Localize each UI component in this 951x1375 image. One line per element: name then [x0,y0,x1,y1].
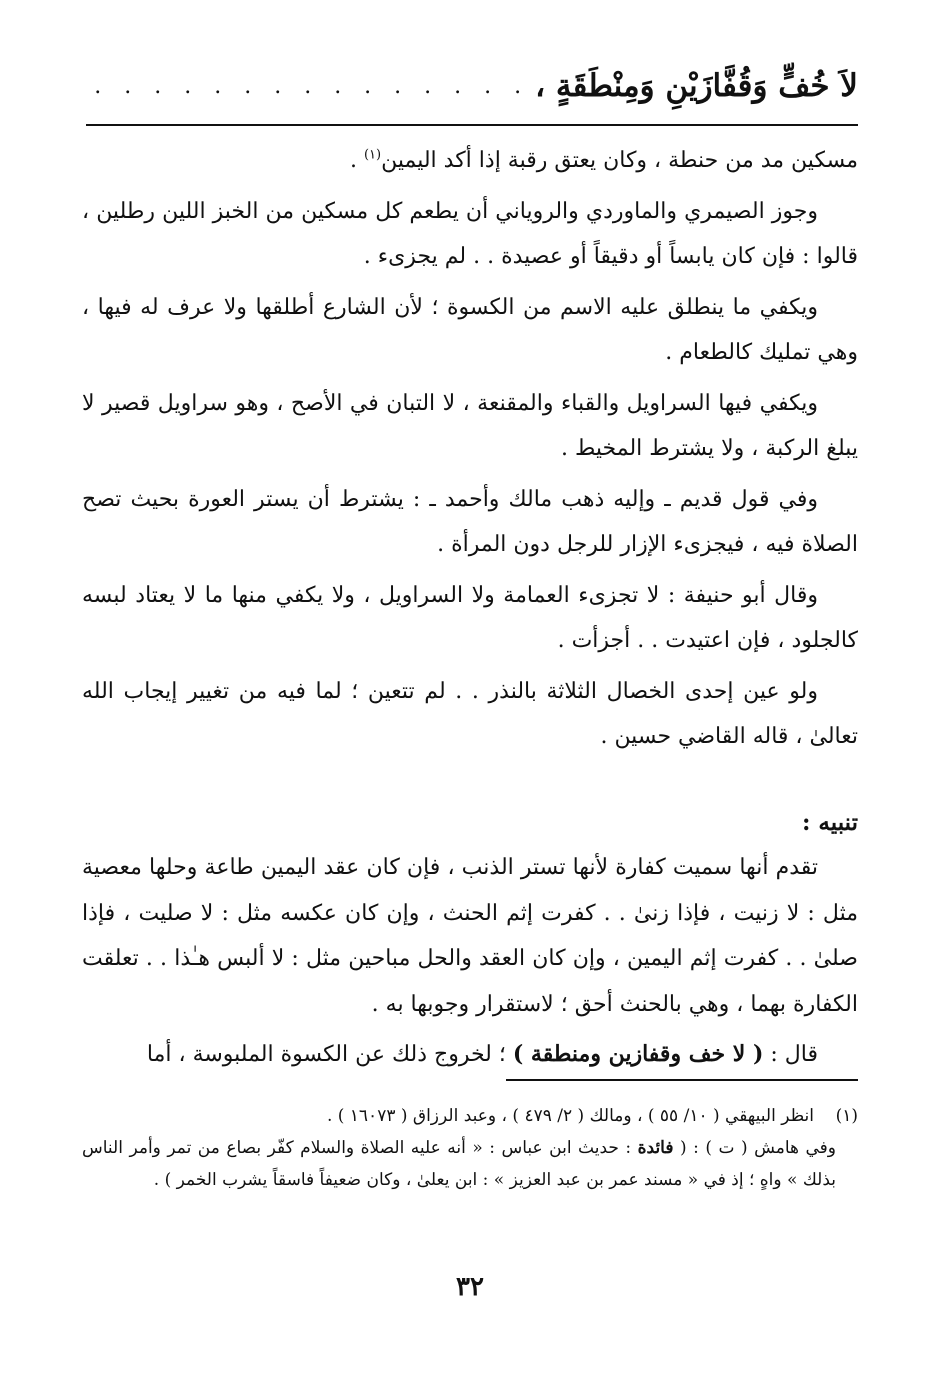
paragraph-6: وقال أبو حنيفة : لا تجزىء العمامة ولا السراويل ، ولا يكفي منها ما لا يعتاد لبسه كالجلود ، فإن اعتيدت . . أجزأت . [82,582,858,653]
footnote-rule [506,1079,858,1081]
header-rule [86,124,858,126]
paragraph-9 [82,1032,858,1078]
quoted-matn: ( لا خف وقفازين ومنطقة ) [512,1041,764,1067]
paragraph-2: وجوز الصيمري والماوردي والروياني أن يطعم كل مسكين من الخبز اللين رطلين ، قالوا : فإن كان يابساً أو دقيقاً أو عصيدة . . لم يجزىء . [82,198,858,269]
footnote-margin-note-text: : حديث ابن عباس : « أنه عليه الصلاة والسلام كفّر بصاع من تمر وأمر الناس بذلك » واهٍ ؛ إذ في « مسند عمر بن عبد العزيز » : ابن يعلىٰ ، وكان ضعيفاً فاسقاً يشرب الخمر ) . [82,1138,836,1190]
footnote-number: (١) [835,1106,858,1126]
paragraph-4: ويكفي فيها السراويل والقباء والمقنعة ، لا التبان في الأصح ، وهو سراويل قصير لا يبلغ الركبة ، ولا يشترط المخيط . [82,390,858,461]
paragraph-9-lead: قال : [763,1042,818,1067]
section-heading: تنبيه : [801,808,858,836]
paragraph-7: ولو عين إحدى الخصال الثلاثة بالنذر . . لم تتعين ؛ لما فيه من تغيير إيجاب الله تعالىٰ ، قاله القاضي حسين . [82,678,858,749]
paragraph-3: ويكفي ما ينطلق عليه الاسم من الكسوة ؛ لأن الشارع أطلقها ولا عرف له فيها ، وهي تمليك كالطعام . [82,294,858,365]
footnote-margin-note-lead: وفي هامش ( ت ) : ( [673,1138,836,1158]
paragraph-1-end: . [349,148,364,173]
running-head-dots: . . . . . . . . . . . . . . . [94,73,530,99]
footnote-benefit-label: فائدة [637,1138,674,1158]
paragraph-1 [82,138,858,184]
footnote-1-text: انظر البيهقي ( ١٠/ ٥٥ ) ، ومالك ( ٢/ ٤٧٩ ) ، وعبد الرزاق ( ١٦٠٧٣ ) . [326,1106,814,1126]
main-text [82,138,858,1078]
book-page [82,0,858,1375]
paragraph-5: وفي قول قديم ـ وإليه ذهب مالك وأحمد ـ : يشترط أن يستر العورة بحيث تصح الصلاة فيه ، فيجزىء الإزار للرجل دون المرأة . [82,486,858,557]
running-head-title: لاَ خُفٍّ وَقُفَّازَيْنِ وَمِنْطَقَةٍ ، [535,68,858,104]
running-head [82,62,858,110]
paragraph-9-text: ؛ لخروج ذلك عن الكسوة الملبوسة ، أما [146,1042,513,1067]
footnote-1 [82,1100,858,1132]
footnote-1-continuation [82,1132,858,1196]
paragraph-1-text: مسكين مد من حنطة ، وكان يعتق رقبة إذا أكد اليمين [381,148,858,173]
footnote-reference: (١) [363,147,382,163]
paragraph-8: تقدم أنها سميت كفارة لأنها تستر الذنب ، فإن كان عقد اليمين طاعة وحلها معصية مثل : لا زنيت ، فإذا زنىٰ . . كفرت إثم الحنث ، وإن كان عكسه مثل : لا صليت ، فإذا صلىٰ . . كفرت إثم اليمين ، وإن كان العقد والحل مباحين مثل : لا ألبس هـٰذا . . تعلقت الكفارة بهما ، وهي بالحنث أحق ؛ لاستقرار وجوبها به . [82,855,858,1017]
footnotes [82,1100,858,1196]
page-number: ٣٢ [456,1272,484,1302]
